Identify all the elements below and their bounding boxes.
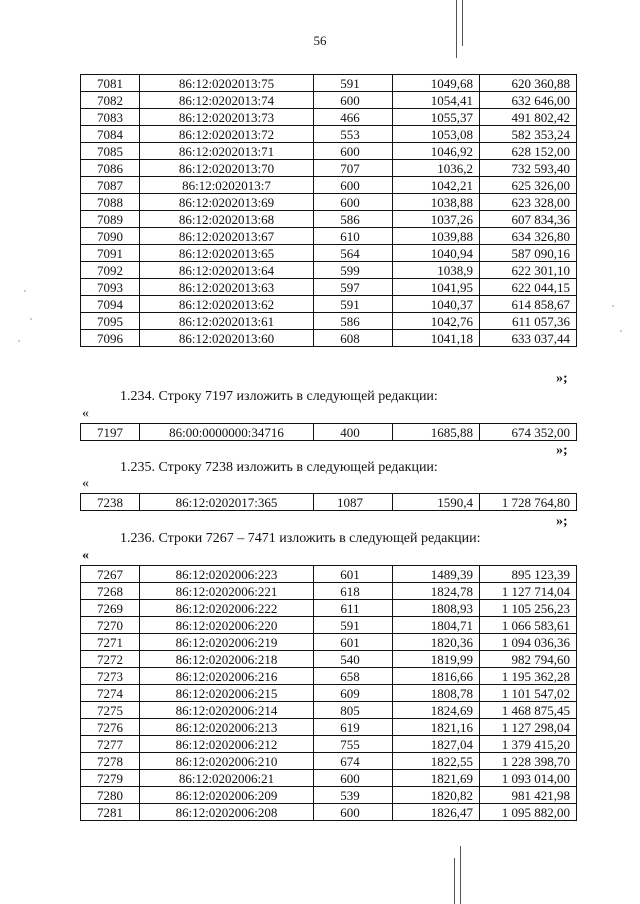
cadastral-number-cell: 86:12:0202006:221 xyxy=(140,583,314,600)
area-cell: 658 xyxy=(314,668,393,685)
table-row xyxy=(81,651,577,668)
cadastral-number-cell: 86:12:0202006:209 xyxy=(140,787,314,804)
row-number-cell: 7275 xyxy=(81,702,140,719)
value-cell: 1 728 764,80 xyxy=(480,494,577,511)
cadastral-number-cell: 86:12:0202006:222 xyxy=(140,600,314,617)
rate-cell: 1041,95 xyxy=(393,279,480,296)
area-cell: 618 xyxy=(314,583,393,600)
area-cell: 553 xyxy=(314,126,393,143)
cadastral-number-cell: 86:12:0202013:65 xyxy=(140,245,314,262)
area-cell: 586 xyxy=(314,313,393,330)
value-cell: 1 127 714,04 xyxy=(480,583,577,600)
rate-cell: 1820,36 xyxy=(393,634,480,651)
rate-cell: 1039,88 xyxy=(393,228,480,245)
value-cell: 582 353,24 xyxy=(480,126,577,143)
row-number-cell: 7091 xyxy=(81,245,140,262)
cadastral-number-cell: 86:12:0202006:213 xyxy=(140,719,314,736)
area-cell: 591 xyxy=(314,75,393,92)
value-cell: 1 195 362,28 xyxy=(480,668,577,685)
area-cell: 608 xyxy=(314,330,393,347)
cadastral-number-cell: 86:12:0202006:220 xyxy=(140,617,314,634)
table-row xyxy=(81,702,577,719)
row-number-cell: 7269 xyxy=(81,600,140,617)
rate-cell: 1820,82 xyxy=(393,787,480,804)
cadastral-number-cell: 86:00:0000000:34716 xyxy=(140,424,314,441)
rate-cell: 1049,68 xyxy=(393,75,480,92)
scan-speck xyxy=(612,305,614,307)
row-number-cell: 7238 xyxy=(81,494,140,511)
rate-cell: 1040,94 xyxy=(393,245,480,262)
table-row xyxy=(81,245,577,262)
rate-cell: 1040,37 xyxy=(393,296,480,313)
paragraph-1-235: 1.235. Строку 7238 изложить в следующей редакции: xyxy=(120,460,438,475)
cadastral-number-cell: 86:12:0202013:74 xyxy=(140,92,314,109)
value-cell: 1 127 298,04 xyxy=(480,719,577,736)
table-row xyxy=(81,177,577,194)
cadastral-number-cell: 86:12:0202006:218 xyxy=(140,651,314,668)
rate-cell: 1042,21 xyxy=(393,177,480,194)
table-row xyxy=(81,634,577,651)
row-number-cell: 7271 xyxy=(81,634,140,651)
rate-cell: 1819,99 xyxy=(393,651,480,668)
value-cell: 1 093 014,00 xyxy=(480,770,577,787)
registry-table-1 xyxy=(80,74,577,347)
table-row xyxy=(81,313,577,330)
rate-cell: 1042,76 xyxy=(393,313,480,330)
table-row xyxy=(81,92,577,109)
table-row xyxy=(81,143,577,160)
opening-quote: « xyxy=(82,548,89,563)
table-row xyxy=(81,566,577,583)
rate-cell: 1046,92 xyxy=(393,143,480,160)
area-cell: 540 xyxy=(314,651,393,668)
cadastral-number-cell: 86:12:0202013:62 xyxy=(140,296,314,313)
table-row xyxy=(81,279,577,296)
scan-speck xyxy=(24,290,26,292)
scan-margin-line xyxy=(456,0,457,58)
value-cell: 611 057,36 xyxy=(480,313,577,330)
area-cell: 466 xyxy=(314,109,393,126)
area-cell: 609 xyxy=(314,685,393,702)
area-cell: 755 xyxy=(314,736,393,753)
value-cell: 625 326,00 xyxy=(480,177,577,194)
area-cell: 591 xyxy=(314,296,393,313)
rate-cell: 1827,04 xyxy=(393,736,480,753)
rate-cell: 1821,69 xyxy=(393,770,480,787)
page-number: 56 xyxy=(313,33,327,48)
closing-quote: »; xyxy=(556,514,568,529)
opening-quote: « xyxy=(82,476,89,491)
area-cell: 610 xyxy=(314,228,393,245)
value-cell: 895 123,39 xyxy=(480,566,577,583)
rate-cell: 1055,37 xyxy=(393,109,480,126)
row-number-cell: 7092 xyxy=(81,262,140,279)
rate-cell: 1824,78 xyxy=(393,583,480,600)
row-number-cell: 7084 xyxy=(81,126,140,143)
value-cell: 982 794,60 xyxy=(480,651,577,668)
row-number-cell: 7087 xyxy=(81,177,140,194)
cadastral-number-cell: 86:12:0202006:223 xyxy=(140,566,314,583)
cadastral-number-cell: 86:12:0202013:61 xyxy=(140,313,314,330)
cadastral-number-cell: 86:12:0202006:208 xyxy=(140,804,314,821)
rate-cell: 1808,78 xyxy=(393,685,480,702)
cadastral-number-cell: 86:12:0202013:60 xyxy=(140,330,314,347)
cadastral-number-cell: 86:12:0202006:215 xyxy=(140,685,314,702)
table-row xyxy=(81,109,577,126)
cadastral-number-cell: 86:12:0202013:67 xyxy=(140,228,314,245)
area-cell: 674 xyxy=(314,753,393,770)
value-cell: 607 834,36 xyxy=(480,211,577,228)
rate-cell: 1489,39 xyxy=(393,566,480,583)
rate-cell: 1826,47 xyxy=(393,804,480,821)
scan-speck xyxy=(18,340,20,342)
closing-quote: »; xyxy=(556,443,568,458)
area-cell: 564 xyxy=(314,245,393,262)
table-row xyxy=(81,668,577,685)
scan-margin-line xyxy=(460,846,461,904)
area-cell: 591 xyxy=(314,617,393,634)
cadastral-number-cell: 86:12:0202017:365 xyxy=(140,494,314,511)
row-number-cell: 7274 xyxy=(81,685,140,702)
scan-margin-line xyxy=(454,858,455,904)
rate-cell: 1685,88 xyxy=(393,424,480,441)
paragraph-1-236: 1.236. Строки 7267 – 7471 изложить в следующей редакции: xyxy=(120,531,481,546)
area-cell: 601 xyxy=(314,634,393,651)
rate-cell: 1038,9 xyxy=(393,262,480,279)
value-cell: 732 593,40 xyxy=(480,160,577,177)
row-number-cell: 7273 xyxy=(81,668,140,685)
rate-cell: 1036,2 xyxy=(393,160,480,177)
registry-table-2 xyxy=(80,423,577,441)
cadastral-number-cell: 86:12:0202013:69 xyxy=(140,194,314,211)
value-cell: 1 094 036,36 xyxy=(480,634,577,651)
table-row xyxy=(81,770,577,787)
value-cell: 628 152,00 xyxy=(480,143,577,160)
rate-cell: 1037,26 xyxy=(393,211,480,228)
table-row xyxy=(81,600,577,617)
cadastral-number-cell: 86:12:0202006:21 xyxy=(140,770,314,787)
row-number-cell: 7096 xyxy=(81,330,140,347)
value-cell: 623 328,00 xyxy=(480,194,577,211)
rate-cell: 1053,08 xyxy=(393,126,480,143)
row-number-cell: 7095 xyxy=(81,313,140,330)
area-cell: 600 xyxy=(314,770,393,787)
value-cell: 1 066 583,61 xyxy=(480,617,577,634)
table-row xyxy=(81,804,577,821)
value-cell: 633 037,44 xyxy=(480,330,577,347)
row-number-cell: 7093 xyxy=(81,279,140,296)
row-number-cell: 7085 xyxy=(81,143,140,160)
table-row xyxy=(81,75,577,92)
table-row xyxy=(81,262,577,279)
rate-cell: 1824,69 xyxy=(393,702,480,719)
value-cell: 1 379 415,20 xyxy=(480,736,577,753)
table-row xyxy=(81,228,577,245)
area-cell: 599 xyxy=(314,262,393,279)
area-cell: 400 xyxy=(314,424,393,441)
closing-quote: »; xyxy=(556,371,568,386)
value-cell: 674 352,00 xyxy=(480,424,577,441)
area-cell: 611 xyxy=(314,600,393,617)
cadastral-number-cell: 86:12:0202006:216 xyxy=(140,668,314,685)
rate-cell: 1816,66 xyxy=(393,668,480,685)
value-cell: 632 646,00 xyxy=(480,92,577,109)
rate-cell: 1821,16 xyxy=(393,719,480,736)
opening-quote: « xyxy=(82,406,89,421)
row-number-cell: 7090 xyxy=(81,228,140,245)
area-cell: 601 xyxy=(314,566,393,583)
value-cell: 614 858,67 xyxy=(480,296,577,313)
table-row xyxy=(81,126,577,143)
table-row xyxy=(81,424,577,441)
row-number-cell: 7268 xyxy=(81,583,140,600)
cadastral-number-cell: 86:12:0202013:7 xyxy=(140,177,314,194)
cadastral-number-cell: 86:12:0202006:212 xyxy=(140,736,314,753)
rate-cell: 1822,55 xyxy=(393,753,480,770)
value-cell: 622 301,10 xyxy=(480,262,577,279)
area-cell: 600 xyxy=(314,804,393,821)
row-number-cell: 7094 xyxy=(81,296,140,313)
table-row xyxy=(81,753,577,770)
rate-cell: 1041,18 xyxy=(393,330,480,347)
scan-speck xyxy=(620,330,622,332)
row-number-cell: 7086 xyxy=(81,160,140,177)
area-cell: 586 xyxy=(314,211,393,228)
cadastral-number-cell: 86:12:0202013:64 xyxy=(140,262,314,279)
area-cell: 619 xyxy=(314,719,393,736)
table-row xyxy=(81,211,577,228)
value-cell: 622 044,15 xyxy=(480,279,577,296)
cadastral-number-cell: 86:12:0202013:72 xyxy=(140,126,314,143)
cadastral-number-cell: 86:12:0202013:70 xyxy=(140,160,314,177)
cadastral-number-cell: 86:12:0202013:73 xyxy=(140,109,314,126)
cadastral-number-cell: 86:12:0202006:214 xyxy=(140,702,314,719)
table-row xyxy=(81,787,577,804)
rate-cell: 1804,71 xyxy=(393,617,480,634)
row-number-cell: 7082 xyxy=(81,92,140,109)
row-number-cell: 7088 xyxy=(81,194,140,211)
row-number-cell: 7197 xyxy=(81,424,140,441)
row-number-cell: 7083 xyxy=(81,109,140,126)
registry-table-4 xyxy=(80,565,577,821)
table-row xyxy=(81,330,577,347)
value-cell: 981 421,98 xyxy=(480,787,577,804)
cadastral-number-cell: 86:12:0202006:219 xyxy=(140,634,314,651)
row-number-cell: 7089 xyxy=(81,211,140,228)
table-row xyxy=(81,685,577,702)
area-cell: 1087 xyxy=(314,494,393,511)
value-cell: 634 326,80 xyxy=(480,228,577,245)
area-cell: 600 xyxy=(314,194,393,211)
row-number-cell: 7278 xyxy=(81,753,140,770)
row-number-cell: 7281 xyxy=(81,804,140,821)
paragraph-1-234: 1.234. Строку 7197 изложить в следующей редакции: xyxy=(120,389,438,404)
registry-table-3 xyxy=(80,493,577,511)
row-number-cell: 7279 xyxy=(81,770,140,787)
cadastral-number-cell: 86:12:0202013:68 xyxy=(140,211,314,228)
value-cell: 1 101 547,02 xyxy=(480,685,577,702)
cadastral-number-cell: 86:12:0202013:75 xyxy=(140,75,314,92)
row-number-cell: 7276 xyxy=(81,719,140,736)
table-row xyxy=(81,736,577,753)
rate-cell: 1038,88 xyxy=(393,194,480,211)
value-cell: 1 095 882,00 xyxy=(480,804,577,821)
table-row xyxy=(81,617,577,634)
row-number-cell: 7267 xyxy=(81,566,140,583)
rate-cell: 1808,93 xyxy=(393,600,480,617)
table-row xyxy=(81,583,577,600)
row-number-cell: 7272 xyxy=(81,651,140,668)
value-cell: 1 228 398,70 xyxy=(480,753,577,770)
cadastral-number-cell: 86:12:0202013:63 xyxy=(140,279,314,296)
scan-speck xyxy=(30,318,32,320)
value-cell: 1 105 256,23 xyxy=(480,600,577,617)
table-row xyxy=(81,296,577,313)
area-cell: 600 xyxy=(314,143,393,160)
row-number-cell: 7081 xyxy=(81,75,140,92)
area-cell: 597 xyxy=(314,279,393,296)
cadastral-number-cell: 86:12:0202013:71 xyxy=(140,143,314,160)
row-number-cell: 7270 xyxy=(81,617,140,634)
row-number-cell: 7277 xyxy=(81,736,140,753)
rate-cell: 1590,4 xyxy=(393,494,480,511)
value-cell: 491 802,42 xyxy=(480,109,577,126)
area-cell: 539 xyxy=(314,787,393,804)
table-row xyxy=(81,494,577,511)
value-cell: 620 360,88 xyxy=(480,75,577,92)
rate-cell: 1054,41 xyxy=(393,92,480,109)
cadastral-number-cell: 86:12:0202006:210 xyxy=(140,753,314,770)
table-row xyxy=(81,719,577,736)
area-cell: 805 xyxy=(314,702,393,719)
table-row xyxy=(81,160,577,177)
table-row xyxy=(81,194,577,211)
area-cell: 600 xyxy=(314,92,393,109)
area-cell: 707 xyxy=(314,160,393,177)
row-number-cell: 7280 xyxy=(81,787,140,804)
area-cell: 600 xyxy=(314,177,393,194)
value-cell: 1 468 875,45 xyxy=(480,702,577,719)
value-cell: 587 090,16 xyxy=(480,245,577,262)
